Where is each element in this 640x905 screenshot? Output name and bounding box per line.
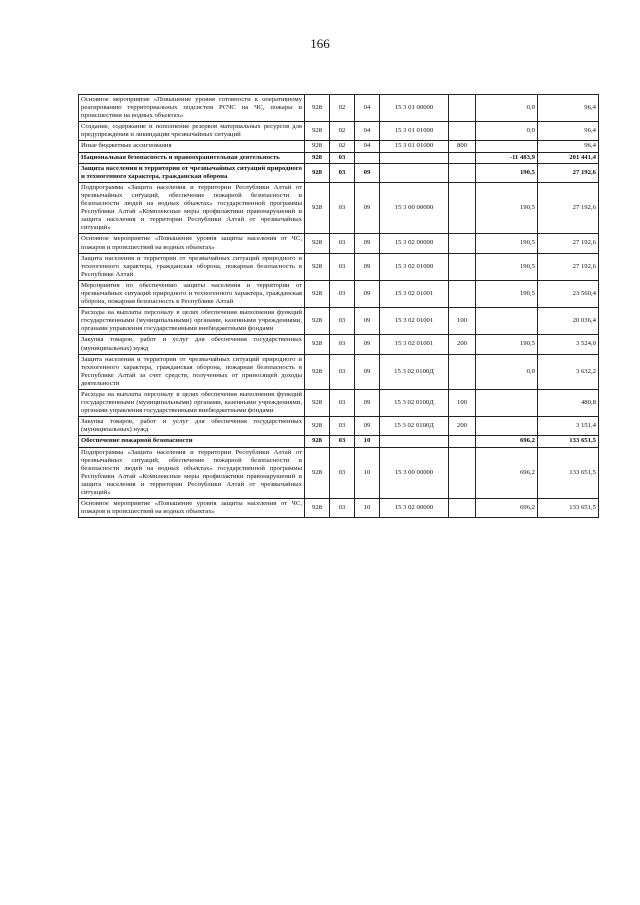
- section-code-cell: 03: [330, 280, 355, 307]
- row-name-cell: Подпрограмма «Защита населения и территории Республики Алтай от чрезвычайных ситуаций, обеспечение пожарной безопасности и безопасности людей на водных объектах» государственной программы Республики Алтай «Комплексные меры профилактики правонарушений и защита населения и территории Республики Алтай от чрезвычайных ситуаций»: [79, 182, 305, 234]
- ministry-code-cell: 928: [305, 141, 330, 152]
- expense-type-cell: [449, 95, 476, 122]
- row-name-cell: Закупка товаров, работ и услуг для обеспечения государственных (муниципальных) нужд: [79, 335, 305, 354]
- subsection-code-cell: 09: [355, 280, 380, 307]
- total-amount-cell: 133 651,5: [538, 436, 599, 447]
- section-code-cell: 02: [330, 141, 355, 152]
- target-article-cell: 15 3 00 00000: [380, 447, 449, 499]
- section-code-cell: 02: [330, 95, 355, 122]
- subsection-code-cell: 10: [355, 499, 380, 518]
- total-amount-cell: 3 632,2: [538, 354, 599, 389]
- total-amount-cell: 27 192,6: [538, 163, 599, 182]
- expense-type-cell: [449, 499, 476, 518]
- section-code-cell: 03: [330, 447, 355, 499]
- change-amount-cell: [476, 390, 538, 417]
- section-code-cell: 03: [330, 308, 355, 335]
- row-name-cell: Создание, содержание и пополнение резервов материальных ресурсов для предупреждения и ликвидации чрезвычайных ситуаций: [79, 122, 305, 141]
- table-row: [79, 152, 599, 163]
- change-amount-cell: [476, 141, 538, 152]
- row-name-cell: Мероприятия по обеспечению защиты населения и территории от чрезвычайных ситуаций природного и техногенного характера, гражданская оборона, пожарная безопасность в Республике Алтай: [79, 280, 305, 307]
- table-row: [79, 390, 599, 417]
- budget-table: [78, 94, 599, 518]
- subsection-code-cell: 04: [355, 95, 380, 122]
- table-row: [79, 253, 599, 280]
- table-row: [79, 354, 599, 389]
- target-article-cell: 15 3 02 00000: [380, 234, 449, 253]
- table-row: [79, 417, 599, 436]
- row-name-cell: Подпрограмма «Защита населения и территории Республики Алтай от чрезвычайных ситуаций, обеспечение пожарной безопасности и безопасности людей на водных объектах» государственной программы Республики Алтай «Комплексные меры профилактики правонарушений и защита населения и территории Республики Алтай от чрезвычайных ситуаций»: [79, 447, 305, 499]
- target-article-cell: 15 3 01 01000: [380, 141, 449, 152]
- ministry-code-cell: 928: [305, 390, 330, 417]
- change-amount-cell: 0,0: [476, 122, 538, 141]
- total-amount-cell: 3 524,0: [538, 335, 599, 354]
- row-name-cell: Основное мероприятие «Повышение уровня защиты населения от ЧС, пожаров и происшествий на водных объектах»: [79, 499, 305, 518]
- expense-type-cell: 100: [449, 390, 476, 417]
- section-code-cell: 03: [330, 234, 355, 253]
- total-amount-cell: 133 651,5: [538, 499, 599, 518]
- ministry-code-cell: 928: [305, 182, 330, 234]
- table-row: [79, 436, 599, 447]
- ministry-code-cell: 928: [305, 234, 330, 253]
- target-article-cell: 15 3 02 01001: [380, 308, 449, 335]
- ministry-code-cell: 928: [305, 152, 330, 163]
- ministry-code-cell: 928: [305, 122, 330, 141]
- table-row: [79, 234, 599, 253]
- ministry-code-cell: 928: [305, 499, 330, 518]
- row-name-cell: Расходы на выплаты персоналу в целях обеспечения выполнения функций государственными (муниципальными) органами, казенными учреждениями, органами управления государственными внебюджетными фондами: [79, 390, 305, 417]
- target-article-cell: 15 3 02 0100Д: [380, 354, 449, 389]
- target-article-cell: 15 3 00 00000: [380, 182, 449, 234]
- subsection-code-cell: 04: [355, 141, 380, 152]
- row-name-cell: Основное мероприятие «Повышение уровня защиты населения от ЧС, пожаров и происшествий на водных объектах»: [79, 234, 305, 253]
- section-code-cell: 03: [330, 390, 355, 417]
- change-amount-cell: 0,0: [476, 95, 538, 122]
- target-article-cell: 15 3 02 0100Д: [380, 390, 449, 417]
- ministry-code-cell: 928: [305, 163, 330, 182]
- ministry-code-cell: 928: [305, 308, 330, 335]
- subsection-code-cell: 09: [355, 354, 380, 389]
- subsection-code-cell: 09: [355, 253, 380, 280]
- table-body: [79, 95, 599, 518]
- section-code-cell: 03: [330, 253, 355, 280]
- row-name-cell: Защита населения и территории от чрезвычайных ситуаций природного и техногенного характера, гражданская оборона, пожарная безопасность в Республике Алтай за счет средств, полученных от приносящей доходы деятельности: [79, 354, 305, 389]
- ministry-code-cell: 928: [305, 354, 330, 389]
- target-article-cell: 15 3 01 01000: [380, 122, 449, 141]
- target-article-cell: 15 3 01 00000: [380, 95, 449, 122]
- table-row: [79, 335, 599, 354]
- ministry-code-cell: 928: [305, 447, 330, 499]
- table-row: [79, 122, 599, 141]
- expense-type-cell: [449, 447, 476, 499]
- subsection-code-cell: 09: [355, 234, 380, 253]
- section-code-cell: 02: [330, 122, 355, 141]
- subsection-code-cell: 09: [355, 390, 380, 417]
- expense-type-cell: [449, 163, 476, 182]
- expense-type-cell: [449, 354, 476, 389]
- expense-type-cell: [449, 182, 476, 234]
- change-amount-cell: 0,0: [476, 354, 538, 389]
- expense-type-cell: [449, 234, 476, 253]
- target-article-cell: [380, 152, 449, 163]
- table-row: [79, 95, 599, 122]
- change-amount-cell: 696,2: [476, 436, 538, 447]
- target-article-cell: 15 3 02 0100Д: [380, 417, 449, 436]
- change-amount-cell: 190,5: [476, 335, 538, 354]
- change-amount-cell: 190,5: [476, 253, 538, 280]
- ministry-code-cell: 928: [305, 335, 330, 354]
- table-row: [79, 141, 599, 152]
- change-amount-cell: 696,2: [476, 447, 538, 499]
- section-code-cell: 03: [330, 335, 355, 354]
- section-code-cell: 03: [330, 499, 355, 518]
- section-code-cell: 03: [330, 152, 355, 163]
- table-row: [79, 499, 599, 518]
- expense-type-cell: 800: [449, 141, 476, 152]
- target-article-cell: 15 3 02 01001: [380, 335, 449, 354]
- table-row: [79, 447, 599, 499]
- target-article-cell: [380, 436, 449, 447]
- row-name-cell: Национальная безопасность и правоохранительная деятельность: [79, 152, 305, 163]
- table-row: [79, 163, 599, 182]
- change-amount-cell: 190,5: [476, 234, 538, 253]
- total-amount-cell: 133 651,5: [538, 447, 599, 499]
- total-amount-cell: 96,4: [538, 141, 599, 152]
- subsection-code-cell: [355, 152, 380, 163]
- expense-type-cell: [449, 253, 476, 280]
- row-name-cell: Иные бюджетные ассигнования: [79, 141, 305, 152]
- table-row: [79, 308, 599, 335]
- total-amount-cell: 96,4: [538, 122, 599, 141]
- total-amount-cell: 201 441,4: [538, 152, 599, 163]
- section-code-cell: 03: [330, 182, 355, 234]
- change-amount-cell: 190,5: [476, 182, 538, 234]
- total-amount-cell: 480,8: [538, 390, 599, 417]
- expense-type-cell: 200: [449, 417, 476, 436]
- subsection-code-cell: 10: [355, 447, 380, 499]
- total-amount-cell: 27 192,6: [538, 253, 599, 280]
- ministry-code-cell: 928: [305, 95, 330, 122]
- change-amount-cell: 190,5: [476, 163, 538, 182]
- target-article-cell: 15 3 02 01001: [380, 280, 449, 307]
- subsection-code-cell: 09: [355, 163, 380, 182]
- subsection-code-cell: 09: [355, 308, 380, 335]
- table-row: [79, 182, 599, 234]
- expense-type-cell: [449, 280, 476, 307]
- subsection-code-cell: 10: [355, 436, 380, 447]
- change-amount-cell: 190,5: [476, 280, 538, 307]
- target-article-cell: [380, 163, 449, 182]
- row-name-cell: Закупка товаров, работ и услуг для обеспечения государственных (муниципальных) нужд: [79, 417, 305, 436]
- change-amount-cell: -11 483,9: [476, 152, 538, 163]
- change-amount-cell: [476, 308, 538, 335]
- target-article-cell: 15 3 02 01000: [380, 253, 449, 280]
- subsection-code-cell: 04: [355, 122, 380, 141]
- total-amount-cell: 3 151,4: [538, 417, 599, 436]
- row-name-cell: Основное мероприятие «Повышение уровня готовности к оперативному реагированию территориальных подсистем РСЧС на ЧС, пожары и происшествия на водных объектах»: [79, 95, 305, 122]
- expense-type-cell: [449, 436, 476, 447]
- ministry-code-cell: 928: [305, 417, 330, 436]
- row-name-cell: Защита населения и территории от чрезвычайных ситуаций природного и техногенного характера, гражданская оборона: [79, 163, 305, 182]
- expense-type-cell: [449, 152, 476, 163]
- section-code-cell: 03: [330, 417, 355, 436]
- total-amount-cell: 27 192,6: [538, 182, 599, 234]
- change-amount-cell: [476, 417, 538, 436]
- expense-type-cell: [449, 122, 476, 141]
- target-article-cell: 15 3 02 00000: [380, 499, 449, 518]
- total-amount-cell: 27 192,6: [538, 234, 599, 253]
- expense-type-cell: 200: [449, 335, 476, 354]
- total-amount-cell: 23 560,4: [538, 280, 599, 307]
- row-name-cell: Расходы на выплаты персоналу в целях обеспечения выполнения функций государственными (муниципальными) органами, казенными учреждениями, органами управления государственными внебюджетными фондами: [79, 308, 305, 335]
- total-amount-cell: 96,4: [538, 95, 599, 122]
- section-code-cell: 03: [330, 354, 355, 389]
- section-code-cell: 03: [330, 163, 355, 182]
- row-name-cell: Защита населения и территории от чрезвычайных ситуаций природного и техногенного характера, гражданская оборона, пожарная безопасность в Республике Алтай: [79, 253, 305, 280]
- table-row: [79, 280, 599, 307]
- ministry-code-cell: 928: [305, 436, 330, 447]
- ministry-code-cell: 928: [305, 280, 330, 307]
- change-amount-cell: 696,2: [476, 499, 538, 518]
- total-amount-cell: 20 036,4: [538, 308, 599, 335]
- subsection-code-cell: 09: [355, 335, 380, 354]
- row-name-cell: Обеспечение пожарной безопасности: [79, 436, 305, 447]
- page-number: 166: [310, 36, 330, 51]
- subsection-code-cell: 09: [355, 182, 380, 234]
- expense-type-cell: 100: [449, 308, 476, 335]
- section-code-cell: 03: [330, 436, 355, 447]
- subsection-code-cell: 09: [355, 417, 380, 436]
- ministry-code-cell: 928: [305, 253, 330, 280]
